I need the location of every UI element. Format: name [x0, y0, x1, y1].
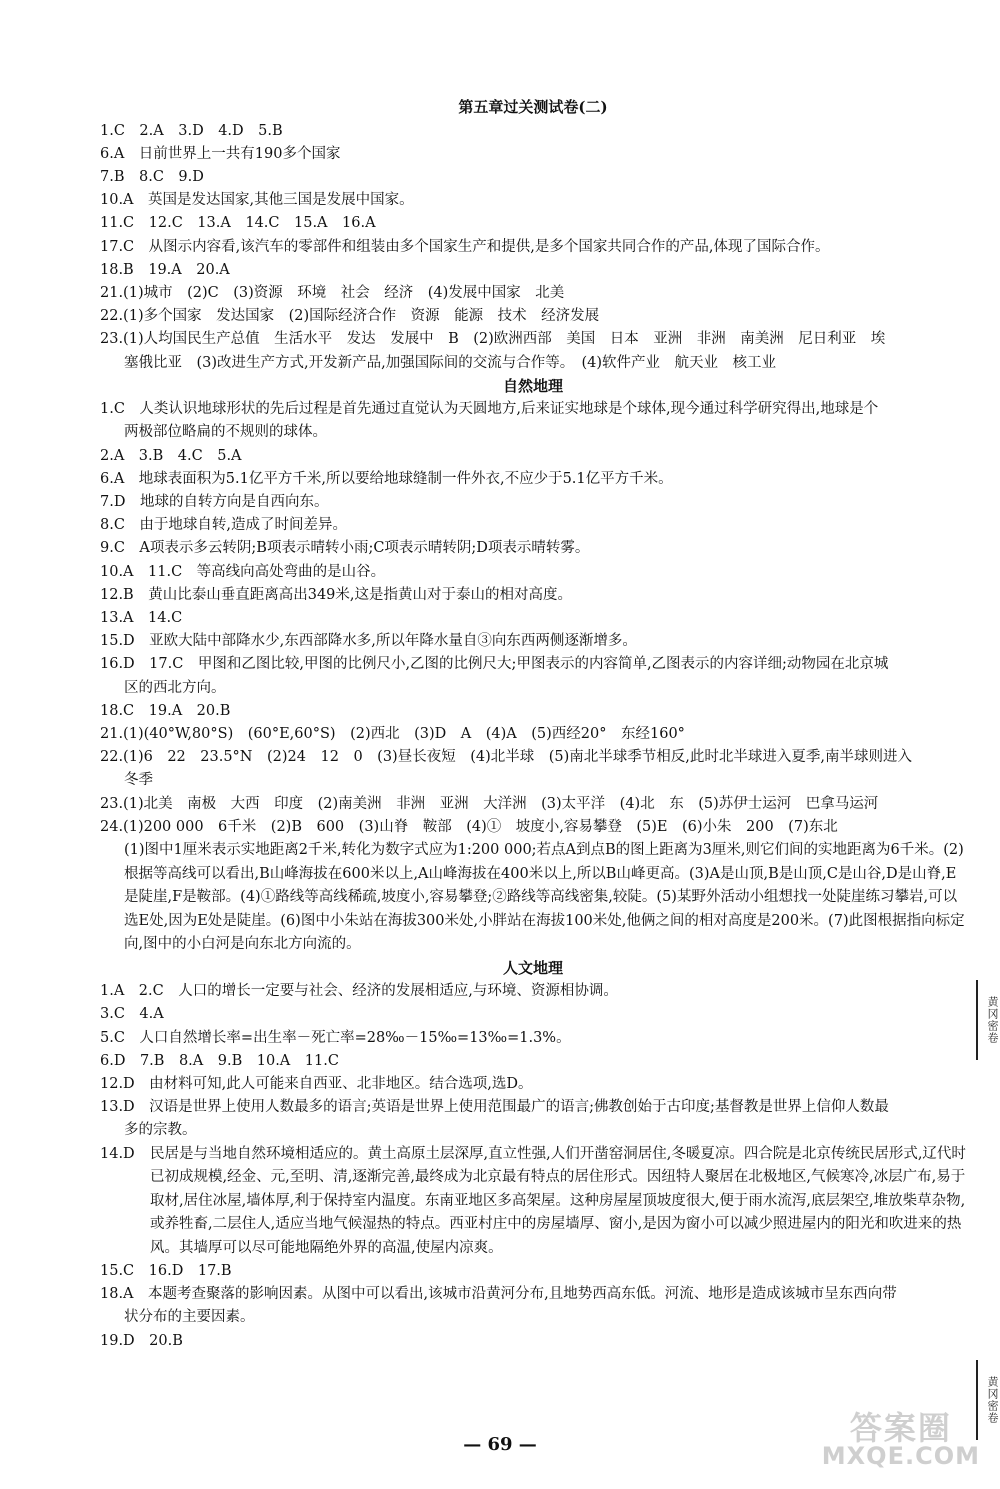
page-number: — 69 —: [463, 1434, 537, 1455]
section-heading-physical-geography: 自然地理: [502, 376, 563, 395]
answer-line: 1.C 人类认识地球形状的先后过程是首先通过直觉认为天圆地方,后来证实地球是个球体,现今通过科学研究得出,地球是个: [100, 401, 879, 418]
answer-line: 18.A 本题考查聚落的影响因素。从图中可以看出,该城市沿黄河分布,且地势西高东低。河流、地形是造成该城市呈东西向带: [100, 1286, 897, 1303]
answer-line: 8.C 由于地球自转,造成了时间差异。: [100, 517, 348, 534]
answer-line: 22.(1)多个国家 发达国家 (2)国际经济合作 资源 能源 技术 经济发展: [100, 308, 600, 325]
side-tab-upper: 黄冈密卷: [976, 980, 1000, 1060]
answer-line: 10.A 11.C 等高线向高处弯曲的是山谷。: [100, 563, 386, 580]
answer-line: 21.(1)城市 (2)C (3)资源 环境 社会 经济 (4)发展中国家 北美: [100, 284, 565, 301]
answer-line: 23.(1)人均国民生产总值 生活水平 发达 发展中 B (2)欧洲西部 美国 日本 亚洲 非洲 南美洲 尼日利亚 埃: [100, 331, 886, 348]
answer-line: 12.B 黄山比泰山垂直距离高出349米,这是指黄山对于泰山的相对高度。: [100, 586, 572, 603]
answer-line: 3.C 4.A: [100, 1006, 164, 1023]
watermark-sub: MXQE.COM: [821, 1442, 980, 1470]
answer-line: 13.A 14.C: [100, 610, 183, 627]
answer-page: [100, 96, 966, 1353]
site-watermark: [821, 1409, 980, 1470]
answer-line: 6.D 7.B 8.A 9.B 10.A 11.C: [100, 1052, 339, 1069]
answer-line: 24.(1)200 000 6千米 (2)B 600 (3)山脊 鞍部 (4)① 坡度小,容易攀登 (5)E (6)小朱 200 (7)东北: [100, 818, 838, 835]
answer-line: 9.C A项表示多云转阴;B项表示晴转小雨;C项表示晴转阴;D项表示晴转雾。: [100, 540, 590, 557]
answer-line: 17.C 从图示内容看,该汽车的零部件和组装由多个国家生产和提供,是多个国家共同合作的产品,体现了国际合作。: [100, 238, 830, 255]
answer-line: 21.(1)(40°W,80°S) (60°E,60°S) (2)西北 (3)D A (4)A (5)西经20° 东经160°: [100, 726, 685, 743]
answer-line: 6.A 地球表面积为5.1亿平方千米,所以要给地球缝制一件外衣,不应少于5.1亿平方千米。: [100, 470, 673, 487]
answer-line: 15.D 亚欧大陆中部降水少,东西部降水多,所以年降水量自③向东西两侧逐渐增多。: [100, 633, 637, 650]
answer-line: 23.(1)北美 南极 大西 印度 (2)南美洲 非洲 亚洲 大洋洲 (3)太平洋 (4)北 东 (5)苏伊士运河 巴拿马运河: [100, 795, 879, 812]
answer-line: 18.C 19.A 20.B: [100, 702, 231, 719]
answer-line: 15.C 16.D 17.B: [100, 1263, 232, 1280]
answer-line: 5.C 人口自然增长率=出生率－死亡率=28‰－15‰=13‰=1.3%。: [100, 1029, 571, 1046]
answer-line: 1.A 2.C 人口的增长一定要与社会、经济的发展相适应,与环境、资源相协调。: [100, 983, 618, 1000]
answer-14-text: 民居是与当地自然环境相适应的。黄土高原土层深厚,直立性强,人们开凿窑洞居住,冬暖夏凉。四合院是北京传统民居形式,辽代时已初成规模,经金、元,至明、清,逐渐完善,最终成为北京最有特点的居住形式。因纽特人聚居在北极地区,气候寒冷,冰层广布,易于取材,居住冰屋,墙体厚,利于保持室内温度。东南亚地区多高架屋。这种房屋屋顶坡度很大,便于雨水流泻,底层架空,堆放柴草杂物,或养牲畜,二层住人,适应当地气候湿热的特点。西亚村庄中的房屋墙厚、窗小,是因为窗小可以减少照进屋内的阳光和吹进来的热风。其墙厚可以尽可能地隔绝外界的高温,使屋内凉爽。: [150, 1145, 966, 1256]
answer-line: 18.B 19.A 20.A: [100, 261, 230, 278]
answer-line: 7.D 地球的自转方向是自西向东。: [100, 494, 329, 511]
answer-line: 22.(1)6 22 23.5°N (2)24 12 0 (3)昼长夜短 (4)北半球 (5)南北半球季节相反,此时北半球进入夏季,南半球则进入: [100, 749, 912, 766]
answer-line: 7.B 8.C 9.D: [100, 168, 204, 185]
watermark-main: 答案圈: [849, 1409, 952, 1447]
answer-line: 10.A 英国是发达国家,其他三国是发展中国家。: [100, 192, 414, 209]
answer-14-label: 14.D: [100, 1145, 135, 1162]
answer-line: 状分布的主要因素。: [124, 1309, 255, 1326]
answer-line: 16.D 17.C 甲图和乙图比较,甲图的比例尺小,乙图的比例尺大;甲图表示的内容简单,乙图表示的内容详细;动物园在北京城: [100, 656, 889, 673]
answer-line: 两极部位略扁的不规则的球体。: [124, 424, 327, 441]
answer-line: 塞俄比亚 (3)改进生产方式,开发新产品,加强国际间的交流与合作等。 (4)软件产业 航天业 核工业: [124, 354, 777, 371]
answer-line: 6.A 日前世界上一共有190多个国家: [100, 145, 341, 162]
answer-line: 12.D 由材料可知,此人可能来自西亚、北非地区。结合选项,选D。: [100, 1075, 533, 1092]
section-heading-chapter5-test: 第五章过关测试卷(二): [458, 98, 608, 116]
answer-line: 11.C 12.C 13.A 14.C 15.A 16.A: [100, 215, 376, 232]
answer-line: 13.D 汉语是世界上使用人数最多的语言;英语是世界上使用范围最广的语言;佛教创始于古印度;基督教是世界上信仰人数最: [100, 1099, 889, 1116]
section-heading-human-geography: 人文地理: [502, 958, 563, 977]
answer-line: 2.A 3.B 4.C 5.A: [100, 447, 242, 464]
answer-line: 多的宗教。: [124, 1122, 197, 1139]
explanation-paragraph: (1)图中1厘米表示实地距离2千米,转化为数字式应为1:200 000;若点A到点B的图上距离为3厘米,则它们间的实地距离为6千米。(2)根据等高线可以看出,B山峰海拔在600米以上,A山峰海拔在400米以上,所以B山峰更高。(3)A是山顶,B是山顶,C是山谷,D是山脊,E是陡崖,F是鞍部。(4)①路线等高线稀疏,坡度小,容易攀登;②路线等高线密集,较陡。(5)某野外活动小组想找一处陡崖练习攀岩,可以选E处,因为E处是陡崖。(6)图中小朱站在海拔300米处,小胖站在海拔100米处,他俩之间的相对高度是200米。(7)此图根据指向标定向,图中的小白河是向东北方向流的。: [124, 842, 965, 953]
answer-line: 区的西北方向。: [124, 679, 226, 696]
answer-line: 19.D 20.B: [100, 1332, 183, 1349]
side-tab-lower: 黄冈密卷: [976, 1360, 1000, 1440]
answer-14: [100, 1143, 966, 1261]
answer-line: 冬季: [124, 772, 153, 789]
answer-line: 1.C 2.A 3.D 4.D 5.B: [100, 122, 283, 139]
